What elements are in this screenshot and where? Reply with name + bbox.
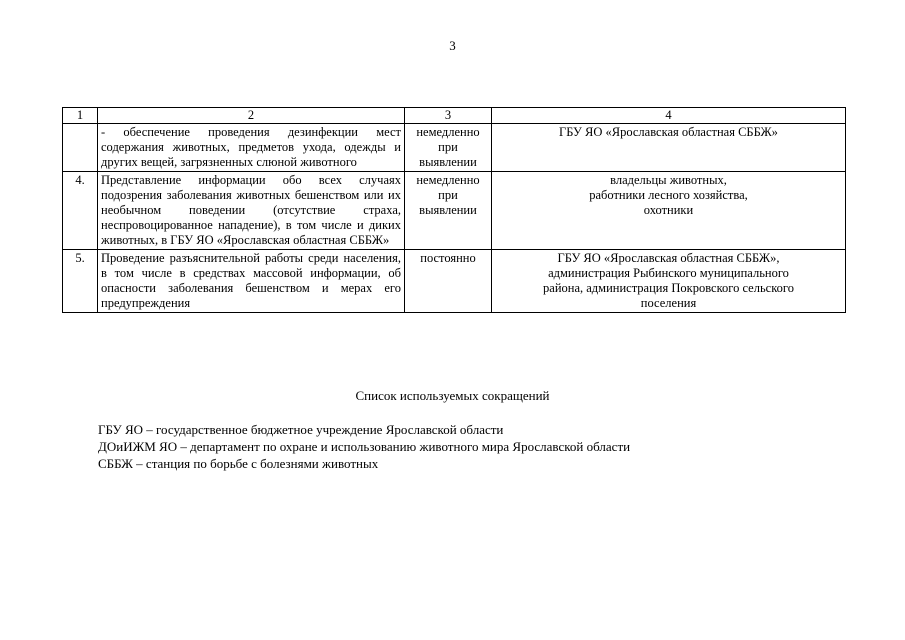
- header-col-4: 4: [492, 108, 846, 124]
- table-row: [63, 250, 846, 313]
- row-measure: - обеспечение проведения дезинфекции мест содержания животных, предметов ухода, одежды и других вещей, загрязненных слюной животного: [98, 124, 405, 172]
- row-number: 5.: [63, 250, 98, 313]
- term-line: выявлении: [419, 203, 477, 217]
- row-term: [405, 124, 492, 172]
- term-line: немедленно: [416, 125, 480, 139]
- table-header-row: [63, 108, 846, 124]
- term-line: постоянно: [420, 251, 476, 265]
- measures-table: [62, 107, 846, 313]
- abbreviation-item: ДОиИЖМ ЯО – департамент по охране и использованию животного мира Ярославской области: [98, 439, 631, 454]
- header-col-2: 2: [98, 108, 405, 124]
- responsible-line: ГБУ ЯО «Ярославская областная СББЖ»: [559, 125, 778, 139]
- term-line: выявлении: [419, 155, 477, 169]
- abbreviations-list: [98, 421, 630, 472]
- row-number: 4.: [63, 172, 98, 250]
- header-col-1: 1: [63, 108, 98, 124]
- abbreviations-title: Список используемых сокращений: [355, 388, 550, 403]
- row-responsible: [492, 124, 846, 172]
- table-row: [63, 172, 846, 250]
- abbreviation-item: ГБУ ЯО – государственное бюджетное учреждение Ярославской области: [98, 422, 504, 437]
- responsible-line: охотники: [643, 203, 694, 217]
- page-number: 3: [449, 38, 456, 53]
- responsible-line: администрация Рыбинского муниципального: [548, 266, 789, 280]
- row-measure: Проведение разъяснительной работы среди населения, в том числе в средствах массовой информации, об опасности заболевания бешенством и мерах его предупреждения: [98, 250, 405, 313]
- row-responsible: [492, 172, 846, 250]
- responsible-line: ГБУ ЯО «Ярославская областная СББЖ»,: [557, 251, 780, 265]
- row-term: [405, 172, 492, 250]
- responsible-line: района, администрация Покровского сельского: [543, 281, 794, 295]
- responsible-line: поселения: [640, 296, 697, 310]
- term-line: при: [438, 140, 458, 154]
- abbreviation-item: СББЖ – станция по борьбе с болезнями животных: [98, 456, 379, 471]
- term-line: при: [438, 188, 458, 202]
- header-col-3: 3: [405, 108, 492, 124]
- row-number: [63, 124, 98, 172]
- table-row: [63, 124, 846, 172]
- term-line: немедленно: [416, 173, 480, 187]
- responsible-line: работники лесного хозяйства,: [589, 188, 748, 202]
- row-measure: Представление информации обо всех случаях подозрения заболевания животных бешенством или их необычном поведении (отсутствие страха, неспровоцированное нападение), в том числе и диких животных, в ГБУ ЯО «Ярославская областная СББЖ»: [98, 172, 405, 250]
- row-term: [405, 250, 492, 313]
- row-responsible: [492, 250, 846, 313]
- responsible-line: владельцы животных,: [610, 173, 727, 187]
